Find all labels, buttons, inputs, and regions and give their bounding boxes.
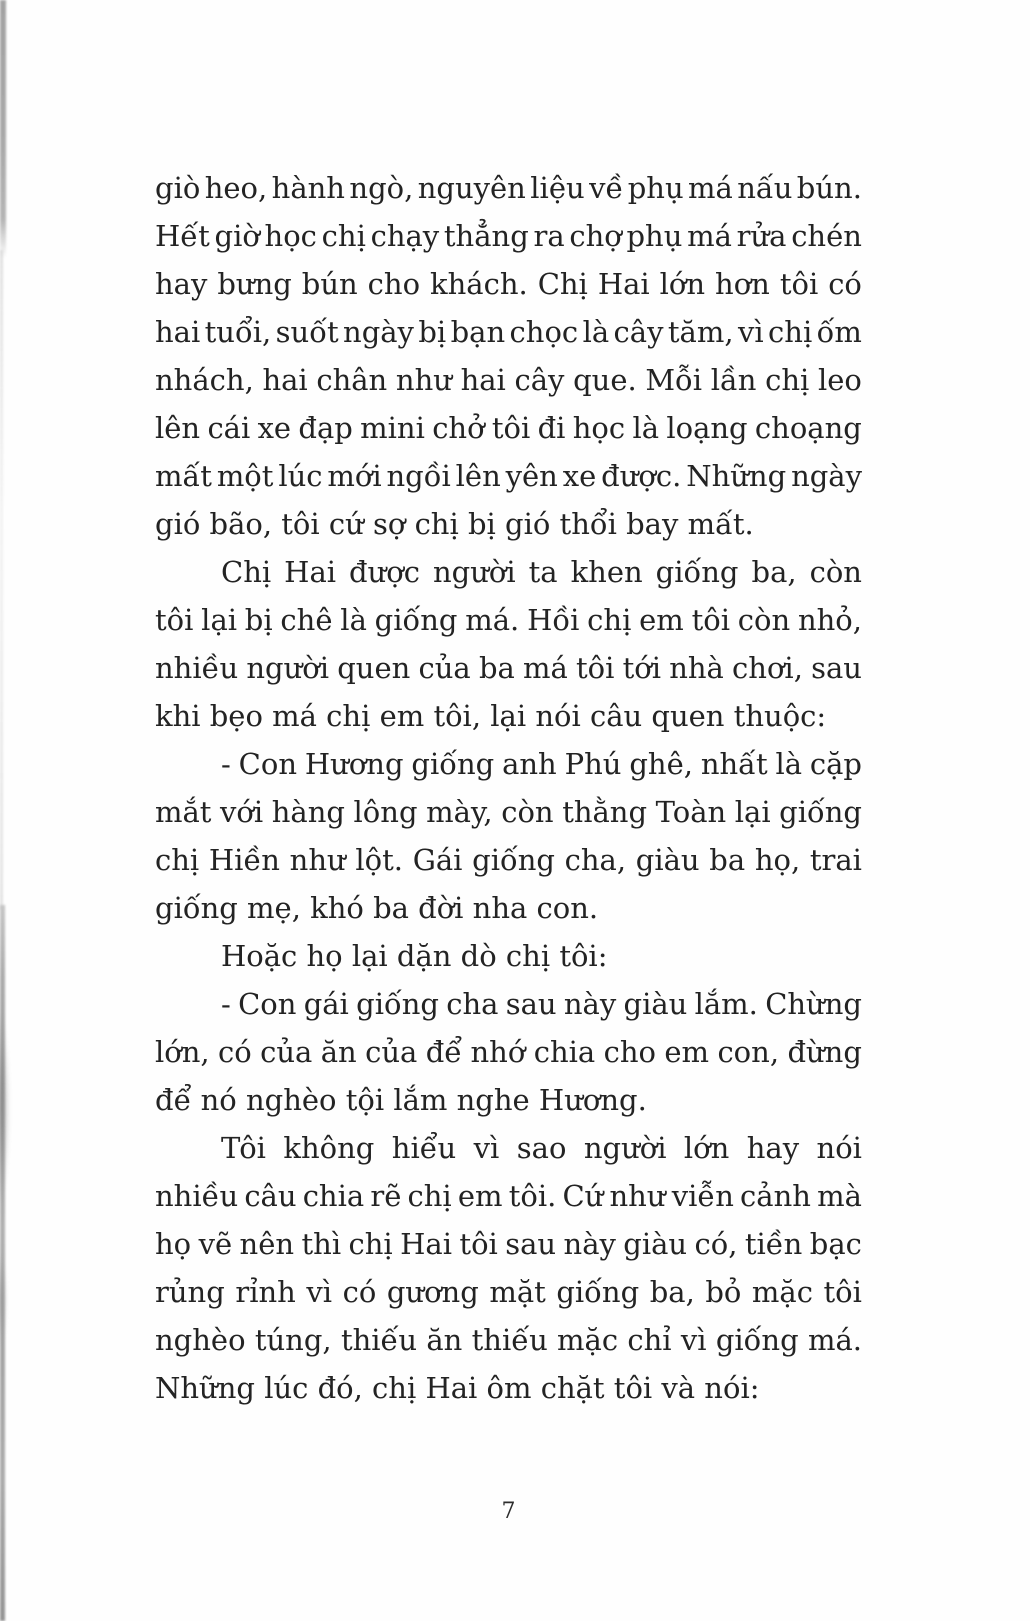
word: trai bbox=[809, 843, 862, 877]
word: họ, bbox=[754, 843, 801, 877]
word: nói bbox=[816, 1131, 862, 1165]
text-line bbox=[155, 356, 862, 404]
word: mà bbox=[817, 1179, 862, 1213]
word: Con bbox=[238, 987, 297, 1021]
word: Hai bbox=[400, 1227, 452, 1261]
word: tôi. bbox=[508, 1179, 557, 1213]
word: của bbox=[260, 1035, 313, 1069]
text-line bbox=[155, 836, 862, 884]
word: lớn, bbox=[155, 1035, 210, 1069]
word: ốm bbox=[816, 315, 862, 349]
word: được. bbox=[601, 459, 682, 493]
word: bạn bbox=[450, 315, 506, 349]
word: đừng bbox=[787, 1035, 862, 1069]
word: má. bbox=[807, 1323, 862, 1357]
word: giống bbox=[779, 795, 862, 829]
word: sau bbox=[505, 1227, 557, 1261]
word: có bbox=[218, 1035, 252, 1069]
word: Chị bbox=[537, 267, 588, 301]
word: có, bbox=[694, 1227, 738, 1261]
word: Hai bbox=[284, 555, 337, 589]
word: nhỏ, bbox=[797, 603, 862, 637]
word: nhất bbox=[700, 747, 768, 781]
word: giống bbox=[556, 1275, 640, 1309]
word: còn bbox=[501, 795, 554, 829]
word: rỉnh bbox=[235, 1275, 296, 1309]
word: nhớ bbox=[470, 1035, 526, 1069]
word: là bbox=[340, 603, 367, 637]
word: vì bbox=[306, 1275, 333, 1309]
word: chia bbox=[302, 1179, 365, 1213]
word: bỏ bbox=[705, 1275, 742, 1309]
word: Hương bbox=[304, 747, 404, 781]
word: lên bbox=[455, 459, 501, 493]
word: học bbox=[264, 219, 317, 253]
page-number: 7 bbox=[501, 1499, 516, 1524]
word: một bbox=[216, 459, 274, 493]
word: tôi bbox=[491, 411, 531, 445]
word: này bbox=[563, 987, 617, 1021]
word: ngày bbox=[791, 459, 862, 493]
word: nhách, bbox=[155, 363, 254, 397]
word: hai bbox=[460, 363, 506, 397]
word: lúc bbox=[278, 459, 323, 493]
text-line bbox=[155, 1268, 862, 1316]
word: que. bbox=[573, 363, 637, 397]
word: là bbox=[632, 411, 660, 445]
word: vì bbox=[473, 1131, 500, 1165]
word: ăn bbox=[426, 1323, 463, 1357]
word: bún. bbox=[796, 171, 862, 205]
word: Chừng bbox=[765, 987, 862, 1021]
word: đạp bbox=[298, 411, 353, 445]
word: lột. bbox=[355, 843, 404, 877]
word: người bbox=[583, 1131, 667, 1165]
word: là bbox=[582, 315, 610, 349]
word: suốt bbox=[275, 315, 339, 349]
word: phụ bbox=[627, 171, 684, 205]
word: về bbox=[589, 171, 624, 205]
word: tôi bbox=[459, 1227, 498, 1261]
word: của bbox=[418, 651, 471, 685]
word: nghèo bbox=[155, 1323, 246, 1357]
text-line bbox=[155, 212, 862, 260]
word: rẽ bbox=[370, 1179, 402, 1213]
word: tôi bbox=[779, 267, 819, 301]
word: choạng bbox=[754, 411, 862, 445]
word: má bbox=[687, 219, 732, 253]
word: chở bbox=[432, 411, 485, 445]
word: khen bbox=[570, 555, 643, 589]
word: tăm, bbox=[667, 315, 734, 349]
word: nấu bbox=[737, 171, 793, 205]
word: má bbox=[523, 651, 568, 685]
word: rủng bbox=[155, 1275, 225, 1309]
text-line bbox=[155, 260, 862, 308]
word: yên bbox=[505, 459, 558, 493]
word: hay bbox=[155, 267, 208, 301]
page-text bbox=[155, 164, 862, 1412]
word: nhiều bbox=[155, 651, 239, 685]
word: lớn bbox=[659, 267, 706, 301]
word: nguyên bbox=[417, 171, 526, 205]
word: như bbox=[395, 363, 452, 397]
word: mini bbox=[360, 411, 425, 445]
word: ngò, bbox=[349, 171, 414, 205]
word: giống bbox=[374, 603, 458, 637]
word: như bbox=[609, 1179, 666, 1213]
word: Cứ bbox=[562, 1179, 604, 1213]
word: Mỗi bbox=[645, 363, 703, 397]
word: vì bbox=[737, 315, 764, 349]
word: học bbox=[572, 411, 626, 445]
text-line: để nó nghèo tội lắm nghe Hương. bbox=[155, 1083, 647, 1117]
word: có bbox=[342, 1275, 377, 1309]
word: tuổi, bbox=[204, 315, 272, 349]
word: Hai bbox=[597, 267, 650, 301]
word: cho bbox=[367, 267, 421, 301]
word: mặc bbox=[557, 1323, 619, 1357]
word: Chị bbox=[221, 555, 272, 589]
word: bạc bbox=[809, 1227, 862, 1261]
word: được bbox=[349, 555, 420, 589]
word: lại bbox=[734, 795, 771, 829]
word: giống bbox=[715, 1323, 799, 1357]
word: bị bbox=[418, 315, 447, 349]
text-line: giống mẹ, khó ba đời nha con. bbox=[155, 891, 599, 925]
scan-edge-smudge bbox=[0, 1015, 9, 1200]
word: Gái bbox=[412, 843, 463, 877]
text-line: Hoặc họ lại dặn dò chị tôi: bbox=[221, 939, 608, 973]
word: nhiều bbox=[155, 1179, 239, 1213]
text-line: gió bão, tôi cứ sợ chị bị gió thổi bay mất. bbox=[155, 507, 754, 541]
word: chê bbox=[280, 603, 333, 637]
word: chị bbox=[321, 219, 366, 253]
word: hơn bbox=[715, 267, 770, 301]
word: giống bbox=[356, 987, 439, 1021]
word: hành bbox=[271, 171, 345, 205]
word: ăn bbox=[320, 1035, 357, 1069]
word: cảnh bbox=[740, 1179, 811, 1213]
word: ta bbox=[528, 555, 558, 589]
word: chị bbox=[587, 603, 632, 637]
text-line bbox=[155, 644, 862, 692]
word: giàu bbox=[635, 843, 700, 877]
word: quen bbox=[337, 651, 411, 685]
word: thiếu bbox=[471, 1323, 548, 1357]
word: thẳng bbox=[443, 219, 529, 253]
word: chạy bbox=[370, 219, 440, 253]
word: ra bbox=[533, 219, 565, 253]
text-line bbox=[155, 1220, 862, 1268]
word: leo bbox=[817, 363, 862, 397]
word: cây bbox=[613, 315, 664, 349]
word: thiếu bbox=[340, 1323, 418, 1357]
word: loạng bbox=[666, 411, 748, 445]
word: này bbox=[563, 1227, 616, 1261]
word: Hết bbox=[155, 219, 210, 253]
word: tới bbox=[622, 651, 661, 685]
scan-edge-artifact-top bbox=[0, 0, 6, 258]
word: để bbox=[425, 1035, 463, 1069]
word: mất bbox=[155, 459, 212, 493]
word: chơi, bbox=[732, 651, 803, 685]
word: nên bbox=[239, 1227, 295, 1261]
word: Phú bbox=[564, 747, 622, 781]
word: cặp bbox=[809, 747, 862, 781]
word: hai bbox=[155, 315, 201, 349]
word: em bbox=[639, 603, 684, 637]
text-line bbox=[155, 1172, 862, 1220]
word: chọc bbox=[509, 315, 579, 349]
word: bún bbox=[301, 267, 358, 301]
word: - bbox=[221, 747, 231, 781]
scan-edge-artifact-middle bbox=[0, 250, 3, 910]
word: còn bbox=[737, 603, 791, 637]
word: ba, bbox=[751, 555, 797, 589]
word: giờ bbox=[214, 219, 260, 253]
word: ba, bbox=[649, 1275, 695, 1309]
word: khách. bbox=[430, 267, 528, 301]
word: chỉ bbox=[627, 1323, 672, 1357]
word: sau bbox=[811, 651, 862, 685]
word: Con bbox=[238, 747, 297, 781]
word: Hồi bbox=[527, 603, 580, 637]
word: hàng bbox=[271, 795, 345, 829]
word: em bbox=[457, 1179, 503, 1213]
word: hai bbox=[262, 363, 308, 397]
word: đi bbox=[537, 411, 566, 445]
word: sau bbox=[505, 987, 557, 1021]
word: người bbox=[432, 555, 516, 589]
word: mặt bbox=[489, 1275, 546, 1309]
word: cha bbox=[446, 987, 499, 1021]
word: - bbox=[221, 987, 231, 1021]
word: cây bbox=[514, 363, 565, 397]
word: không bbox=[283, 1131, 375, 1165]
word: bị bbox=[244, 603, 273, 637]
word: tiền bbox=[744, 1227, 803, 1261]
word: lại bbox=[201, 603, 238, 637]
word: liệu bbox=[530, 171, 585, 205]
word: vẽ bbox=[198, 1227, 233, 1261]
word: xe bbox=[257, 411, 292, 445]
text-line bbox=[155, 164, 862, 212]
text-line bbox=[155, 404, 862, 452]
word: tôi bbox=[823, 1275, 862, 1309]
text-line bbox=[155, 980, 862, 1028]
text-line bbox=[155, 452, 862, 500]
word: Hiền bbox=[208, 843, 280, 877]
word: cho bbox=[603, 1035, 656, 1069]
word: rửa bbox=[736, 219, 787, 253]
word: người bbox=[246, 651, 330, 685]
word: con, bbox=[717, 1035, 780, 1069]
word: lần bbox=[710, 363, 757, 397]
text-line bbox=[155, 596, 862, 644]
word: câu bbox=[244, 1179, 297, 1213]
word: Những bbox=[686, 459, 787, 493]
text-line bbox=[155, 1316, 862, 1364]
word: nhà bbox=[669, 651, 724, 685]
word: chia bbox=[533, 1035, 596, 1069]
word: anh bbox=[502, 747, 557, 781]
word: Toàn bbox=[655, 795, 727, 829]
word: giò bbox=[155, 171, 201, 205]
word: chị bbox=[768, 315, 813, 349]
word: giàu bbox=[623, 1227, 688, 1261]
word: ngày bbox=[343, 315, 414, 349]
text-line bbox=[155, 548, 862, 596]
word: cha, bbox=[564, 843, 627, 877]
word: họ bbox=[155, 1227, 192, 1261]
word: lên bbox=[155, 411, 201, 445]
scan-edge-smudge bbox=[0, 1255, 7, 1345]
word: như bbox=[289, 843, 346, 877]
text-line: khi bẹo má chị em tôi, lại nói câu quen thuộc: bbox=[155, 699, 827, 733]
word: mày, bbox=[426, 795, 493, 829]
word: hiểu bbox=[391, 1131, 457, 1165]
word: thằng bbox=[562, 795, 648, 829]
word: có bbox=[828, 267, 862, 301]
word: ngồi bbox=[386, 459, 451, 493]
word: sao bbox=[516, 1131, 567, 1165]
word: túng, bbox=[254, 1323, 332, 1357]
text-line bbox=[155, 1124, 862, 1172]
word: mắt bbox=[155, 795, 212, 829]
word: chân bbox=[316, 363, 388, 397]
word: chén bbox=[791, 219, 862, 253]
word: hay bbox=[746, 1131, 800, 1165]
word: cái bbox=[207, 411, 251, 445]
word: heo, bbox=[204, 171, 268, 205]
word: gương bbox=[386, 1275, 479, 1309]
word: xe bbox=[562, 459, 597, 493]
word: ba bbox=[709, 843, 746, 877]
text-line bbox=[155, 740, 862, 788]
word: má bbox=[688, 171, 733, 205]
word: ghê, bbox=[629, 747, 693, 781]
word: thì bbox=[301, 1227, 342, 1261]
text-line bbox=[155, 788, 862, 836]
word: giàu bbox=[623, 987, 688, 1021]
word: chị bbox=[348, 1227, 393, 1261]
word: lắm. bbox=[694, 987, 758, 1021]
word: tôi bbox=[691, 603, 730, 637]
word: Tôi bbox=[221, 1131, 266, 1165]
word: phụ bbox=[626, 219, 683, 253]
word: gái bbox=[303, 987, 349, 1021]
text-line bbox=[155, 1028, 862, 1076]
word: mới bbox=[327, 459, 382, 493]
word: chợ bbox=[569, 219, 622, 253]
word: giống bbox=[411, 747, 495, 781]
word: giống bbox=[655, 555, 739, 589]
word: lông bbox=[353, 795, 418, 829]
word: là bbox=[775, 747, 803, 781]
text-line bbox=[155, 308, 862, 356]
word: vì bbox=[680, 1323, 707, 1357]
word: của bbox=[365, 1035, 418, 1069]
word: bưng bbox=[217, 267, 292, 301]
word: viễn bbox=[671, 1179, 734, 1213]
word: chị bbox=[407, 1179, 452, 1213]
word: chị bbox=[765, 363, 810, 397]
word: tôi bbox=[155, 603, 194, 637]
word: em bbox=[664, 1035, 710, 1069]
word: còn bbox=[809, 555, 862, 589]
word: tôi bbox=[576, 651, 615, 685]
word: giống bbox=[472, 843, 555, 877]
word: mặc bbox=[751, 1275, 813, 1309]
text-line: Những lúc đó, chị Hai ôm chặt tôi và nói: bbox=[155, 1371, 760, 1405]
word: má. bbox=[465, 603, 520, 637]
word: với bbox=[220, 795, 264, 829]
word: ba bbox=[478, 651, 515, 685]
word: lớn bbox=[683, 1131, 730, 1165]
word: chị bbox=[155, 843, 200, 877]
